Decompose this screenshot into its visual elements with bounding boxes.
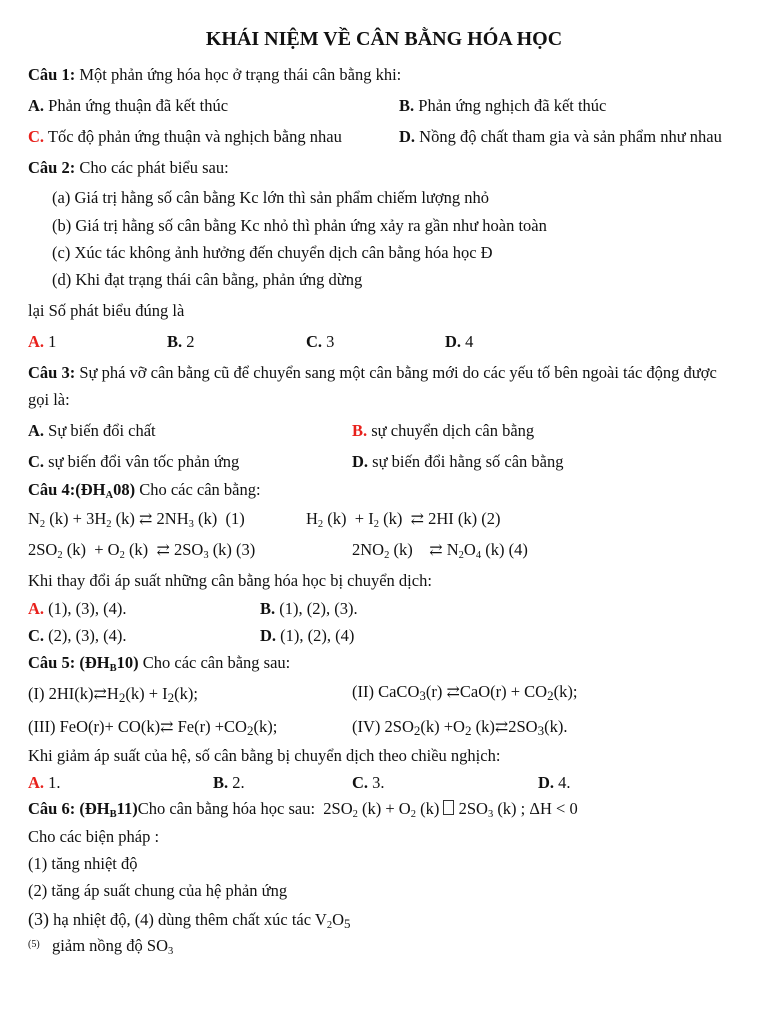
equation-1: $N_2$ $(k) + 3H_2$ (k) ⇄ $2NH_3$ (k) (1) [28,509,245,530]
q3-option-b[interactable]: B. sự chuyển dịch cân bằng [352,421,535,440]
q4-option-d[interactable]: D. (1), (2), (4) [260,626,355,645]
equation-III: (III) FeO(r)+ CO(k)⇄ Fe(r) +CO2(k); [28,717,278,738]
q2-option-b[interactable]: B. 2 [167,332,195,351]
missing-glyph-box [443,800,454,815]
question-text: Một phản ứng hóa học ở trạng thái cân bằng khi: [79,65,402,84]
q1-option-a[interactable]: A. Phản ứng thuận đã kết thúc [28,96,229,115]
page-title: KHÁI NIỆM VỀ CÂN BẰNG HÓA HỌC [205,28,563,50]
statement-c: (c) Xúc tác không ảnh hưởng đến chuyển dịch cân bằng hóa học Đ [52,243,493,262]
measure-2: (2) tăng áp suất chung của hệ phản ứng [28,881,288,900]
question-2-tail: lại Số phát biểu đúng là [28,301,185,320]
question-6: Câu 6: $(ĐH_B11)Cho$ cân bằng hóa học sau: $2SO_2$ $(k) + O_2$ (k) $2SO_3$ (k) ; ΔH < 0 [28,799,578,820]
q2-option-c[interactable]: C. 3 [306,332,335,351]
q5-option-d[interactable]: D. 4. [538,773,571,792]
measure-5: $^{(5)}$ giảm nồng độ $SO_3$ [28,936,174,957]
equation-II: (II) CaCO3(r) ⇄CaO(r) + CO2(k); [352,682,578,703]
equation-2: $H_2$ $(k) + I_2$ (k) ⇄ 2HI (k) (2) [306,509,501,530]
statement-a: (a) Giá trị hằng số cân bằng Kc lớn thì sản phẩm chiếm lượng nhỏ [52,188,489,207]
statement-b: (b) Giá trị hằng số cân bằng Kc nhỏ thì phản ứng xảy ra gần như hoàn toàn [52,216,547,235]
equation-4: $2NO_2$ (k) ⇄ $N_2O_4$ (k) (4) [352,540,528,561]
question-label: Câu 1: [28,65,76,84]
question-5: Câu 5: $(ĐH_B10)$ Cho các cân bằng sau: [28,653,291,674]
q2-option-a[interactable]: A. 1 [28,332,57,351]
q2-option-d[interactable]: D. 4 [445,332,474,351]
question-3-cont: gọi là: [28,390,70,409]
measures-intro: Cho các biện pháp : [28,827,160,846]
question-1 [28,66,401,85]
q1-option-d[interactable]: D. Nồng độ chất tham gia và sản phẩm như nhau [399,127,722,146]
equation-3: $2SO_2$ $(k) + O_2$ (k) ⇄ $2SO_3$ (k) (3) [28,540,256,561]
question-4-text: Khi thay đổi áp suất những cân bằng hóa học bị chuyển dịch: [28,571,432,590]
equation-IV: (IV) 2SO2(k) +O2 (k)⇄2SO3(k). [352,717,568,738]
q5-option-a[interactable]: A. 1. [28,773,61,792]
q4-option-a[interactable]: A. (1), (3), (4). [28,599,127,618]
q1-option-c[interactable]: C. Tốc độ phản ứng thuận và nghịch bằng nhau [28,127,342,146]
question-5-text: Khi giảm áp suất của hệ, số cân bằng bị chuyển dịch theo chiều nghịch: [28,746,501,765]
q5-option-b[interactable]: B. 2. [213,773,245,792]
question-4: Câu $4:(ĐH_A08)$ Cho các cân bằng: [28,480,261,501]
q4-option-c[interactable]: C. (2), (3), (4). [28,626,127,645]
statement-d: (d) Khi đạt trạng thái cân bằng, phản ứng dừng [52,270,363,289]
q3-option-c[interactable]: C. sự biến đổi vân tốc phản ứng [28,452,240,471]
question-3: Câu 3: Sự phá vỡ cân bằng cũ để chuyển sang một cân bằng mới do các yếu tố bên ngoài tác động được [28,363,717,382]
equation-I: (I) 2HI(k)⇄H2(k) + I2(k); [28,684,198,705]
measure-1: (1) tăng nhiệt độ [28,854,138,873]
q4-option-b[interactable]: B. (1), (2), (3). [260,599,358,618]
q1-option-b[interactable]: B. Phản ứng nghịch đã kết thúc [399,96,607,115]
q3-option-a[interactable]: A. Sự biến đổi chất [28,421,156,440]
q5-option-c[interactable]: C. 3. [352,773,385,792]
question-2: Câu 2: Cho các phát biểu sau: [28,158,229,177]
q3-option-d[interactable]: D. sự biến đổi hằng số cân bằng [352,452,564,471]
measure-3-4: (3) hạ nhiệt độ, (4) dùng thêm chất xúc tác $V_2O5$ [28,909,351,931]
